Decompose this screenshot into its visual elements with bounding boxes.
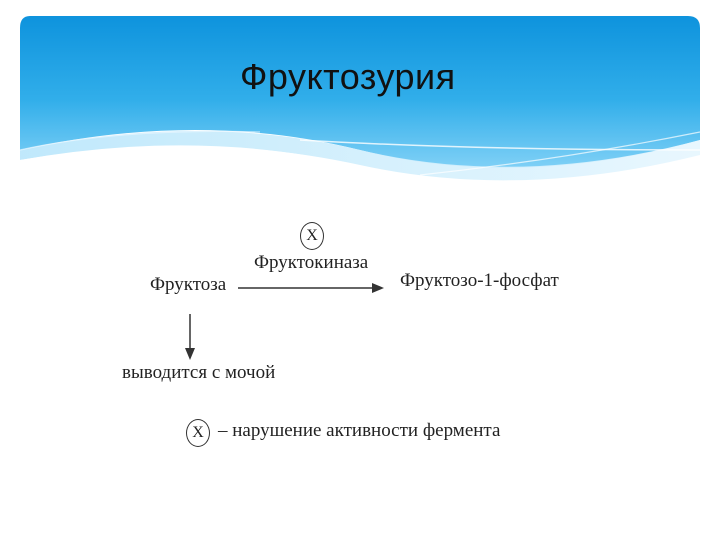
substrate-label: Фруктоза xyxy=(150,274,227,295)
legend-block-marker: X xyxy=(186,419,210,447)
enzyme-block-marker: X xyxy=(300,222,324,250)
legend-text: – нарушение активности фермента xyxy=(218,420,501,441)
product-label: Фруктозо-1-фосфат xyxy=(400,270,559,291)
slide-title: Фруктозурия xyxy=(240,56,456,97)
enzyme-label: Фруктокиназа xyxy=(254,252,369,273)
excretion-label: выводится с мочой xyxy=(122,362,276,383)
